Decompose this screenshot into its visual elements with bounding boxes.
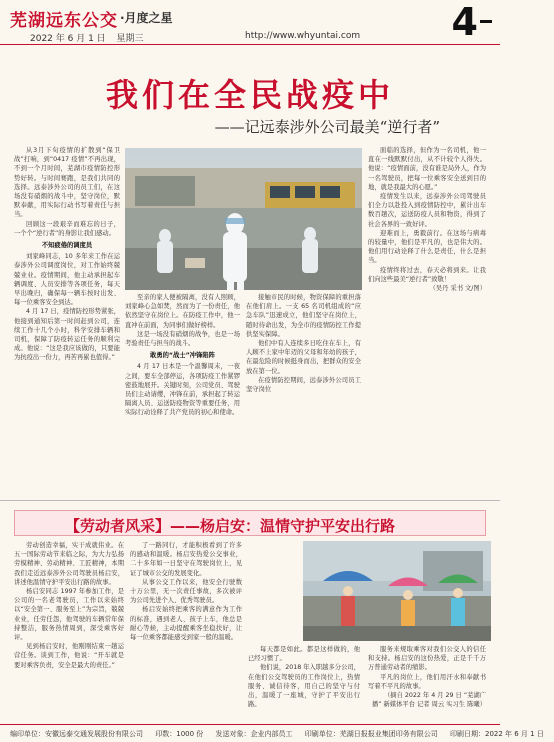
date: 2022 年 6 月 1 日 bbox=[30, 34, 106, 44]
article2-title: 【劳动者风采】——杨启安：温情守护平安出行路 bbox=[65, 517, 396, 535]
headline: 我们在全民战疫中 bbox=[105, 76, 394, 114]
article1-col4 bbox=[368, 146, 486, 496]
paragraph: 杨启安始终把乘客的满意作为工作的标准，遇到老人、孩子上车，他总是耐心等候，主动提醒乘客坐稳扶好，让每一位乘客都能感受到家一般的温暖。 bbox=[130, 606, 242, 642]
section-divider bbox=[0, 500, 500, 501]
paragraph: 这是一场没有硝烟的战争，也是一场考验责任与担当的战斗。 bbox=[125, 330, 240, 348]
paragraph: 见到杨启安时，他刚刚结束一趟运营任务。谈到工作，他说：“开车就是要对乘客负责，安全是最大的责任。” bbox=[14, 643, 124, 669]
paragraph: 4 月 17 日本是一个温馨周末，一夜之间，要车全部停运，各项防疫工作紧锣密鼓地展开。关键时刻，公司党员、驾驶员们主动请缨，冲锋在前，承担起了转运隔离人员、运送防疫物资等重要任务，用实际行动诠释了共产党员的初心和使命。 bbox=[125, 363, 240, 417]
article2-col1 bbox=[14, 541, 124, 721]
article2-photo bbox=[303, 541, 491, 641]
paragraph: 劳动创造幸福，实干成就伟业。在五一国际劳动节来临之际，为大力弘扬劳模精神、劳动精神、工匠精神，本期我们走近远泰涉外公司驾驶员杨启安，讲述他温情守护平安出行路的故事。 bbox=[14, 542, 124, 586]
article2-col2 bbox=[130, 541, 242, 721]
website-url: http://www.whyuntai.com bbox=[245, 31, 361, 41]
paragraph: 了一路同行，才能积极看到了许多的感动和温暖。杨启安热爱公交事业，二十多年如一日坚守在驾驶岗位上，见证了城市公交的发展变化。 bbox=[130, 542, 242, 577]
article1-photo bbox=[125, 148, 362, 290]
paragraph: 从3月下旬疫情的扩散到“保卫战”打响，到“0417 疫情”不再出现，不到一个月时间，芜湖市疫情防控形势好转。与时间赛跑，是我们共同的选择。远泰涉外公司的员工们，在这场没有硝烟的战斗中，坚守岗位，默默奉献，用实际行动书写着责任与担当。 bbox=[14, 147, 120, 219]
article2-col4 bbox=[368, 645, 486, 721]
subheadline: ——记远泰涉外公司最美“逆行者” bbox=[214, 118, 440, 136]
masthead bbox=[0, 0, 500, 46]
footer-printer: 印刷单位：芜湖日报报业集团印务有限公司 bbox=[304, 730, 438, 738]
footer-rule bbox=[0, 724, 500, 725]
section-title: ·月度之星 bbox=[120, 11, 173, 25]
paragraph: 回顾这一段艰辛而难忘的日子，一个个“逆行者”的身影让我们感动。 bbox=[14, 220, 120, 237]
issue-date bbox=[30, 31, 152, 44]
paragraph: 从事公交工作以来，他安全行驶数十万公里，无一次责任事故，多次被评为公司先进个人、优秀驾驶员。 bbox=[130, 578, 242, 605]
paragraph: 他们说，2018 年入职越多分公司，在他们公交驾驶员的工作岗位上，热情服务、诚信待客，用自己的坚守与付出，温暖了一座城，守护了平安出行路。 bbox=[248, 664, 360, 709]
brand-logo: 芜湖远东公交 bbox=[10, 11, 118, 31]
paragraph: 刘家峰同志，10 多年来工作在运泰涉外公司调度岗位，对工作始终兢兢业业。疫情期间，他主动承担起车辆调度、人员安排等各项任务，每天早出晚归，确保每一辆车按时出发、每一位乘客安全到达。 bbox=[14, 253, 120, 307]
paragraph: 面临的选择，但作为一名司机，他一直在一线默默付出，从不计较个人得失。他说：“疫情面前，没有谁是局外人，作为一名驾驶员，把每一位乘客安全送到目的地，就是我最大的心愿。” bbox=[368, 147, 486, 191]
footer-copies: 印数：1000 份 bbox=[155, 730, 204, 738]
section-heading: 敢勇的“战士”冲锋陷阵 bbox=[150, 352, 215, 360]
paragraph: 疫情发生以来，远泰涉外公司驾驶员们全力以赴投入到疫情防控中，累计出车数百趟次，运送防疫人员和物资，得到了社会各界的一致好评。 bbox=[368, 193, 486, 228]
article2-banner bbox=[14, 510, 486, 536]
masthead-rule bbox=[0, 44, 500, 45]
paragraph: 服务来规取乘客对我们公交人的信任和支持。杨启安的这份热爱，正是千千万万普通劳动者的缩影。 bbox=[368, 646, 486, 672]
page-number-dash bbox=[480, 20, 492, 23]
article2-col3 bbox=[248, 645, 360, 721]
paragraph: 他们中有人连续多日吃住在车上，有人顾不上家中年迈的父母和年幼的孩子，在最危险的时候挺身而出，把群众的安全放在第一位。 bbox=[246, 340, 361, 375]
article1-col1 bbox=[14, 146, 120, 496]
footer-publisher: 编印单位：安徽远泰交通发展股份有限公司 bbox=[10, 730, 143, 738]
paragraph: 平凡的岗位上，他们用汗水和奉献书写着不平凡的故事。 bbox=[368, 673, 486, 690]
article1-col2 bbox=[125, 293, 240, 496]
footer bbox=[10, 729, 544, 739]
paragraph: 接触市民的时候，物资保障的重担落在他们肩上。一支 65 名司机组成的“应急车队”迅速成立，他们坚守在岗位上，随时待命出发，为全市的疫情防控工作提供坚实保障。 bbox=[246, 294, 361, 338]
section-heading: 不知疲倦的调度员 bbox=[41, 242, 93, 250]
paragraph: 至亲的家人便被隔离，没有人照顾，刘家峰心急如焚，然而为了一份责任，他依然坚守在岗位上。在防疫工作中，他一直冲在前面，为同事们做好榜样。 bbox=[125, 294, 240, 329]
article1-col3 bbox=[246, 293, 361, 496]
paragraph: 疫情终将过去，春天必将到来。让我们向这些最美“逆行者”致敬！ bbox=[368, 266, 486, 283]
paragraph: 杨启安同志 1997 年参加工作，是公司的一名老驾驶员，工作以来始终以“安全第一、服务至上”为宗旨，兢兢业业，任劳任怨，他驾驶的车辆常年保持整洁，服务热情周到，深受乘客好评。 bbox=[14, 588, 124, 642]
photo-caption: 在疫情防控期间，远泰涉外公司员工坚守岗位 bbox=[246, 376, 361, 394]
byline: （吴丹 采书 文/图） bbox=[429, 285, 486, 293]
paragraph: 迎难而上，勇毅前行。在这场与病毒的较量中，他们是平凡的，也是伟大的。他们用行动诠释了什么是责任，什么是担当。 bbox=[368, 229, 486, 265]
weekday: 星期三 bbox=[116, 34, 144, 44]
footer-print-date: 印刷日期：2022 年 6 月 1 日 bbox=[449, 730, 544, 738]
byline: （摘自 2022 年 4 月 29 日 “芜湖广播” 新媒体平台 记者 周云 实习生 陈曦） bbox=[371, 692, 486, 709]
paragraph: 4 月 17 日，疫情防控形势紧张，他接到通知后第一时间赶到公司，连续工作十几个小时，科学安排车辆和司机，保障了防疫转运任务的顺利完成。他说：“这是我应该做的，只要能为抗疫出一份力，再苦再累也值得。” bbox=[14, 308, 120, 362]
paragraph: 每天都是如此。都是这样做的，他已经习惯了。 bbox=[248, 646, 360, 663]
page-number: 4 bbox=[451, 0, 478, 44]
footer-audience: 发送对象：企业内部员工 bbox=[215, 730, 293, 738]
